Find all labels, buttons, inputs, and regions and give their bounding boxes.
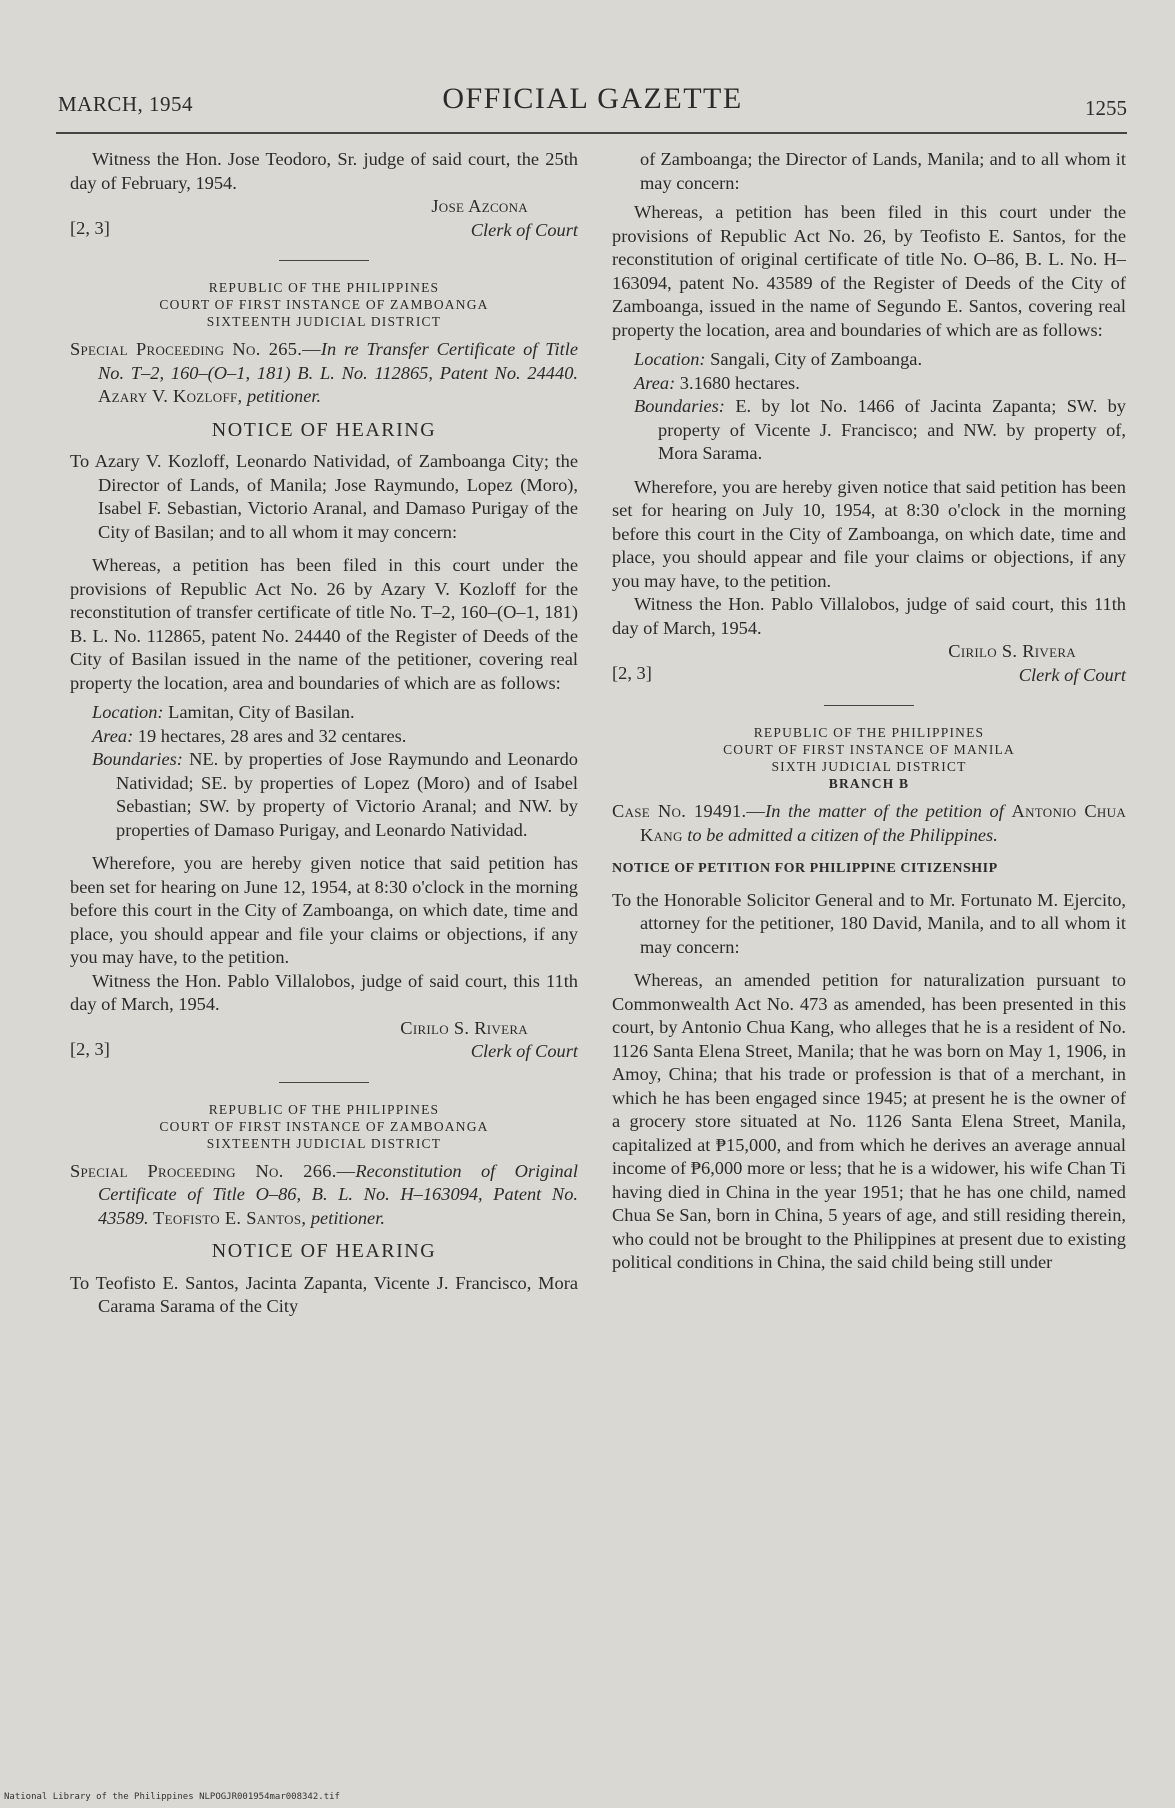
case-party: Teofisto E. Santos, — [148, 1207, 307, 1228]
header-date: MARCH, 1954 — [58, 92, 194, 116]
value: 3.1680 hectares. — [675, 372, 800, 393]
addressees-3: To the Honorable Solicitor General and to Mr. Fortunato M. Ejercito, attorney for the petitioner, 180 David, Manila, and to all whom it may concern: — [612, 889, 1126, 957]
case-title: In re Transfer Certificate of Title No. T–2, 160–(O–1, 181) B. L. No. 112865, Patent No. 24440. — [98, 339, 578, 383]
whereas-paragraph-3: Whereas, an amended petition for naturalization pursuant to Commonwealth Act No. 473 as amended, has been presented in this court, by Antonio Chua Kang, who alleges that he is a resident of No. 1126 Santa Elena Street, Manila; that he was born on May 1, 1906, in Amoy, China; that his trade or profession is that of a merchant, in which he has been engaged since 1945; at present he is the owner of a grocery store situated at No. 1126 Santa Elena Street, Manila, capitalized at ₱15,000, and from which he derives an average annual income of ₱6,000 more or less; that he is a widower, his wife Chan Ti having died in China in the year 1951; that he has one child, named Chua Se San, born in China, 5 years of age, and still residing therein, who could not be brought to the Philippines at present due to existing political conditions in China, the said child being still under — [612, 970, 1126, 1272]
case-caption-3 — [612, 800, 1126, 847]
court-heading-1 — [70, 279, 578, 330]
land-boundaries — [634, 395, 1126, 466]
section-divider-2 — [279, 1082, 369, 1083]
clerk-title-1: Clerk of Court — [470, 219, 578, 240]
witness-paragraph-3: Witness the Hon. Pablo Villalobos, judge of said court, this 11th day of March, 1954. — [612, 594, 1126, 638]
label: Location: — [634, 349, 706, 369]
court-heading-line: COURT OF FIRST INSTANCE OF ZAMBOANGA — [159, 1118, 489, 1134]
land-area — [634, 372, 1126, 396]
page-header — [58, 82, 1127, 122]
land-description-1 — [70, 701, 578, 842]
section-divider-1 — [279, 260, 369, 261]
section-divider-3 — [824, 705, 914, 706]
clerk-title-3: Clerk of Court — [1018, 664, 1126, 685]
label: Boundaries: — [92, 749, 183, 769]
case-role: petitioner. — [306, 1207, 385, 1228]
signature-block-3 — [612, 640, 1126, 687]
court-heading-line: REPUBLIC OF THE PHILIPPINES — [753, 725, 985, 740]
header-rule — [56, 132, 1127, 134]
value: NE. by properties of Jose Raymundo and Leonardo Natividad; SE. by properties of Lopez (Moro) and of Isabel Sebastian; SW. by property of Victorio Aranal; and NW. by properties of Damaso Purigay, and Leonardo Natividad. — [116, 749, 578, 840]
notice-heading-2: NOTICE OF HEARING — [211, 1240, 437, 1262]
court-heading-2 — [70, 1101, 578, 1152]
clerk-name-2: Cirilo S. Rivera — [400, 1017, 528, 1038]
value: Sangali, City of Zamboanga. — [705, 349, 923, 369]
addressees-2-continued: of Zamboanga; the Director of Lands, Manila; and to all whom it may concern: — [640, 149, 1126, 193]
label: Location: — [92, 702, 164, 722]
petitioner-name: Antonio Chua Kang — [640, 801, 1127, 845]
left-column — [70, 148, 578, 1319]
land-location — [634, 348, 1126, 372]
whereas-paragraph-1: Whereas, a petition has been filed in this court under the provisions of Republic Act No. 26 by Azary V. Kozloff for the reconstitution of transfer certificate of title No. T–2, 160–(O–1, 181) B. L. No. 112865, patent No. 24440 of the Register of Deeds of the City of Basilan issued in the name of the petitioner, covering real property the location, area and boundaries of which are as follows: — [70, 555, 578, 693]
wherefore-paragraph-1: Wherefore, you are hereby given notice that said petition has been set for hearing on June 12, 1954, at 8:30 o'clock in the morning before this court in the City of Zamboanga, on which date, time and place, you should appear and file your claims or objections, if any you may have, to the petition. — [70, 853, 578, 967]
court-heading-3 — [612, 724, 1126, 792]
addressees-2: To Teofisto E. Santos, Jacinta Zapanta, Vicente J. Francisco, Mora Carama Sarama of the City — [70, 1272, 578, 1316]
scan-footer: National Library of the Philippines NLPOGJR001954mar008342.tif — [4, 1792, 340, 1802]
issue-tag-3: [2, 3] — [612, 662, 652, 683]
signature-block-1 — [70, 195, 578, 242]
label: Area: — [92, 725, 134, 746]
witness-paragraph-1: Witness the Hon. Jose Teodoro, Sr. judge of said court, the 25th day of February, 1954. — [70, 149, 578, 193]
land-boundaries — [92, 748, 578, 842]
case-caption-2 — [70, 1160, 578, 1231]
value: E. by lot No. 1466 of Jacinta Zapanta; SW. by property of Vicente J. Francisco; and NW. by property of, Mora Sarama. — [658, 396, 1126, 463]
right-column — [612, 148, 1126, 1275]
value: 19 hectares, 28 ares and 32 centares. — [133, 725, 407, 746]
issue-tag-1: [2, 3] — [70, 217, 110, 238]
addressees-1: To Azary V. Kozloff, Leonardo Natividad, of Zamboanga City; the Director of Lands, of Manila; Jose Raymundo, Lopez (Moro), Isabel F. Sebastian, Victorio Aranal, and Damaso Purigay of the City of Basilan; and to all whom it may concern: — [70, 451, 578, 542]
wherefore-paragraph-2: Wherefore, you are hereby given notice that said petition has been set for hearing on July 10, 1954, at 8:30 o'clock in the morning before this court in the City of Zamboanga, on which date, time and place, you should appear and file your claims or objections, if any you may have, to the petition. — [612, 476, 1126, 591]
court-heading-line: COURT OF FIRST INSTANCE OF ZAMBOANGA — [159, 297, 489, 312]
witness-paragraph-2: Witness the Hon. Pablo Villalobos, judge of said court, this 11th day of March, 1954. — [70, 970, 578, 1014]
header-page-number: 1255 — [1085, 96, 1127, 120]
signature-block-2 — [70, 1017, 578, 1064]
header-title: OFFICIAL GAZETTE — [442, 82, 743, 115]
clerk-title-2: Clerk of Court — [470, 1041, 578, 1061]
court-heading-line: REPUBLIC OF THE PHILIPPINES — [208, 280, 440, 295]
label: Area: — [634, 372, 676, 393]
clerk-name-1: Jose Azcona — [431, 196, 528, 216]
land-area — [92, 725, 578, 749]
label: Boundaries: — [634, 396, 725, 416]
case-title: Reconstitution of Original Certificate of Title O–86, B. L. No. H–163094, Patent No. 43589. — [98, 1160, 578, 1228]
case-label: Special Proceeding No. 265.— — [70, 339, 321, 359]
case-caption-1 — [70, 338, 578, 409]
notice-heading-3: NOTICE OF PETITION FOR PHILIPPINE CITIZENSHIP — [612, 861, 998, 876]
land-location — [92, 701, 578, 725]
value: Lamitan, City of Basilan. — [163, 702, 355, 722]
case-role: petitioner. — [242, 386, 322, 406]
court-heading-line: SIXTEENTH JUDICIAL DISTRICT — [206, 314, 442, 329]
clerk-name-3: Cirilo S. Rivera — [948, 641, 1076, 661]
case-title: to be admitted a citizen of the Philippines. — [682, 824, 998, 845]
case-label: Case No. 19491.— — [612, 801, 766, 821]
land-description-2 — [612, 348, 1126, 466]
court-heading-line: COURT OF FIRST INSTANCE OF MANILA — [723, 742, 1015, 757]
court-branch: BRANCH B — [828, 776, 910, 791]
court-heading-line: REPUBLIC OF THE PHILIPPINES — [208, 1101, 440, 1117]
case-label: Special Proceeding No. 266.— — [70, 1160, 356, 1181]
notice-heading-1: NOTICE OF HEARING — [211, 418, 437, 441]
case-party: Azary V. Kozloff, — [98, 386, 243, 406]
court-heading-line: SIXTEENTH JUDICIAL DISTRICT — [206, 1135, 442, 1151]
case-title: In the matter of the petition of — [765, 801, 1012, 821]
court-heading-line: SIXTH JUDICIAL DISTRICT — [771, 759, 967, 774]
whereas-paragraph-2: Whereas, a petition has been filed in this court under the provisions of Republic Act No. 26, by Teofisto E. Santos, for the reconstitution of original certificate of title No. O–86, B. L. No. H–163094, patent No. 43589 of the Register of Deeds of the City of Zamboanga, issued in the name of Segundo E. Santos, covering real property the location, area and boundaries of which are as follows: — [612, 202, 1126, 340]
issue-tag-2: [2, 3] — [70, 1039, 110, 1059]
